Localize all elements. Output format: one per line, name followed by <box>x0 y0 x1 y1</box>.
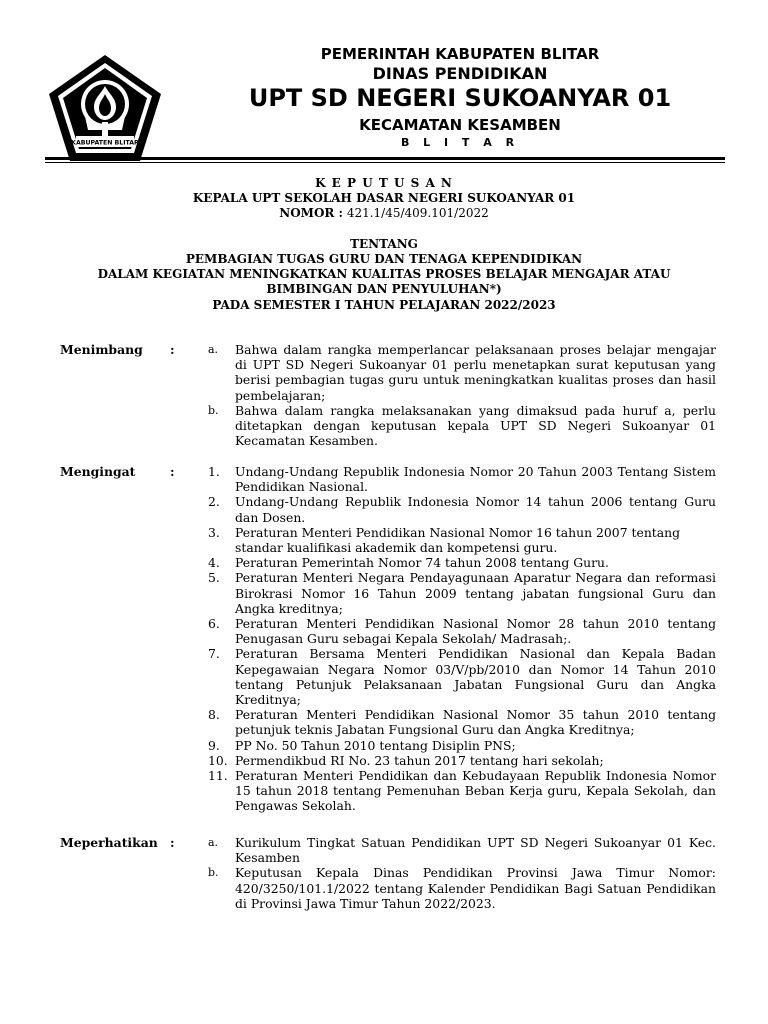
item-marker: 5. <box>208 570 220 586</box>
item-text: Keputusan Kepala Dinas Pendidikan Provinsi Jawa Timur Nomor: 420/3250/101.1/2022 tentang Kalender Pendidikan Bagi Satuan Pendidikan di Provinsi Jawa Timur Tahun 2022/2023. <box>235 865 716 911</box>
item-text: Permendikbud RI No. 23 tahun 2017 tentang hari sekolah; <box>235 752 604 768</box>
item-text: Peraturan Menteri Negara Pendayagunaan Aparatur Negara dan reformasi Birokrasi Nomor 16 Tahun 2009 tentang jabatan fungsional Guru dan Angka kreditnya; <box>235 570 716 616</box>
item-marker: 1. <box>208 464 220 479</box>
decree-number-value: 421.1/45/409.101/2022 <box>343 206 489 220</box>
city-name: B L I T A R <box>400 136 520 149</box>
section-label: Meperhatikan <box>60 835 158 850</box>
item-text: Bahwa dalam rangka melaksanakan yang dimaksud pada huruf a, perlu ditetapkan dengan keputusan kepala UPT SD Negeri Sukoanyar 01 Kecamatan Kesamben. <box>235 402 716 449</box>
decree-subject-line: PADA SEMESTER I TAHUN PELAJARAN 2022/2023 <box>212 298 556 312</box>
school-name: UPT SD NEGERI SUKOANYAR 01 <box>248 84 672 112</box>
letterhead-rule-thin <box>45 162 725 163</box>
list-item <box>208 646 716 707</box>
section-label: Menimbang <box>60 342 143 357</box>
item-text: Peraturan Menteri Pendidikan Nasional Nomor 16 tahun 2007 tentang standar kualifikasi akademik dan kompetensi guru. <box>235 524 681 556</box>
item-marker: 3. <box>208 524 220 540</box>
list-item <box>208 835 716 865</box>
item-text: PP No. 50 Tahun 2010 tentang Disiplin PNS; <box>235 737 516 753</box>
item-text: Peraturan Menteri Pendidikan dan Kebudayaan Republik Indonesia Nomor 15 tahun 2018 tentang Pemenuhan Beban Kerja guru, Kepala Sekolah, dan Pengawas Sekolah. <box>235 768 716 814</box>
item-text: Peraturan Pemerintah Nomor 74 tahun 2008 tentang Guru. <box>235 555 609 571</box>
item-list <box>208 835 716 911</box>
list-item <box>208 525 716 555</box>
section-colon: : <box>170 464 175 479</box>
item-marker: a. <box>208 836 219 849</box>
decree-subject-line: PEMBAGIAN TUGAS GURU DAN TENAGA KEPENDIDIKAN <box>185 252 583 266</box>
item-marker: 8. <box>208 707 220 723</box>
district-name: KECAMATAN KESAMBEN <box>359 116 561 134</box>
list-item <box>208 753 716 768</box>
item-marker: 7. <box>208 646 220 662</box>
decree-subject-line: DALAM KEGIATAN MENINGKATKAN KUALITAS PROSES BELAJAR MENGAJAR ATAU <box>97 267 671 281</box>
list-item <box>208 616 716 646</box>
item-text: Peraturan Menteri Pendidikan Nasional Nomor 35 tahun 2010 tentang petunjuk teknis Jabatan Fungsional Guru dan Angka Kreditnya; <box>235 707 716 738</box>
decree-number <box>40 206 728 221</box>
item-marker: 10. <box>208 752 228 768</box>
list-item <box>208 768 716 814</box>
item-marker: 4. <box>208 555 220 571</box>
item-marker: 6. <box>208 616 220 632</box>
kabupaten-blitar-logo <box>46 52 164 164</box>
list-item <box>208 464 716 494</box>
section-label: Mengingat <box>60 464 136 479</box>
item-marker: 2. <box>208 494 220 510</box>
decree-number-label: NOMOR : <box>279 206 343 220</box>
item-marker: 9. <box>208 737 220 753</box>
section-colon: : <box>170 342 175 357</box>
decree-issuer: KEPALA UPT SEKOLAH DASAR NEGERI SUKOANYAR 01 <box>192 191 576 205</box>
list-item <box>208 707 716 737</box>
decree-subject-line: BIMBINGAN DAN PENYULUHAN*) <box>266 282 502 296</box>
decree-heading: K E P U T U S A N <box>315 176 453 190</box>
list-item <box>208 494 716 524</box>
item-marker: 11. <box>208 768 228 784</box>
list-item <box>208 570 716 616</box>
agency-name: DINAS PENDIDIKAN <box>372 64 548 83</box>
item-list <box>208 464 716 814</box>
list-item <box>208 555 716 570</box>
item-marker: a. <box>208 343 219 356</box>
government-name: PEMERINTAH KABUPATEN BLITAR <box>320 45 600 63</box>
decree-about: TENTANG <box>350 237 418 251</box>
item-marker: b. <box>208 866 219 880</box>
list-item <box>208 865 716 911</box>
item-text: Peraturan Bersama Menteri Pendidikan Nasional dan Kepala Badan Kepegawaian Negara Nomor 03/V/pb/2010 dan Nomor 14 Tahun 2010 tentang Petunjuk Pelaksanaan Jabatan Fungsional Guru dan Angka Kreditnya; <box>235 646 716 708</box>
item-marker: b. <box>208 403 219 417</box>
item-text: Undang-Undang Republik Indonesia Nomor 20 Tahun 2003 Tentang Sistem Pendidikan Nasional. <box>235 464 716 495</box>
list-item <box>208 738 716 753</box>
item-text: Bahwa dalam rangka memperlancar pelaksanaan proses belajar mengajar di UPT SD Negeri Sukoanyar 01 perlu menetapkan surat keputusan yang berisi pembagian tugas guru untuk meningkatkan kualitas proses dan hasil pembelajaran; <box>235 342 716 403</box>
item-text: Peraturan Menteri Pendidikan Nasional Nomor 28 tahun 2010 tentang Penugasan Guru sebagai Kepala Sekolah/ Madrasah;. <box>235 616 716 647</box>
item-list <box>208 342 716 448</box>
item-text: Kurikulum Tingkat Satuan Pendidikan UPT SD Negeri Sukoanyar 01 Kec. Kesamben <box>235 835 716 866</box>
logo-caption: KABUPATEN BLITAR <box>71 139 139 147</box>
list-item <box>208 342 716 403</box>
letterhead-rule-thick <box>45 157 725 160</box>
list-item <box>208 403 716 449</box>
item-text: Undang-Undang Republik Indonesia Nomor 14 tahun 2006 tentang Guru dan Dosen. <box>235 494 716 525</box>
section-colon: : <box>170 835 175 850</box>
